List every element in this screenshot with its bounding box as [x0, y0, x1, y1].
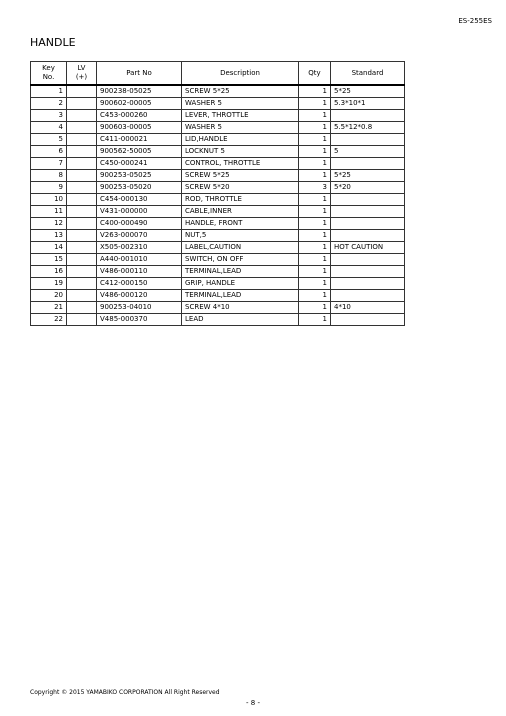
standard-cell: HOT CAUTION: [331, 242, 405, 254]
key-cell: 14: [31, 242, 67, 254]
lv-cell: [67, 254, 97, 266]
table-row: [31, 182, 405, 194]
standard-cell: 5*25: [331, 170, 405, 182]
description-cell: HANDLE, FRONT: [182, 218, 299, 230]
quantity-cell: 1: [299, 110, 331, 122]
key-cell: 21: [31, 302, 67, 314]
quantity-cell: 1: [299, 122, 331, 134]
standard-cell: 5.5*12*0.8: [331, 122, 405, 134]
description-cell: GRIP, HANDLE: [182, 278, 299, 290]
column-header-part-no: Part No: [97, 62, 182, 86]
column-header-key-line1: Key: [42, 64, 55, 72]
copyright-notice: Copyright © 2015 YAMABIKO CORPORATION All Right Reserved: [30, 689, 220, 696]
part-number-cell: 900238-05025: [97, 85, 182, 98]
table-row: [31, 290, 405, 302]
quantity-cell: 3: [299, 182, 331, 194]
quantity-cell: 1: [299, 194, 331, 206]
lv-cell: [67, 170, 97, 182]
lv-cell: [67, 242, 97, 254]
part-number-cell: C411-000021: [97, 134, 182, 146]
table-row: [31, 242, 405, 254]
key-cell: 9: [31, 182, 67, 194]
quantity-cell: 1: [299, 134, 331, 146]
part-number-cell: V263-000070: [97, 230, 182, 242]
description-cell: SCREW 5*25: [182, 85, 299, 98]
quantity-cell: 1: [299, 170, 331, 182]
table-row: [31, 314, 405, 326]
lv-cell: [67, 194, 97, 206]
lv-cell: [67, 122, 97, 134]
lv-cell: [67, 158, 97, 170]
quantity-cell: 1: [299, 242, 331, 254]
column-header-qty: Qty: [299, 62, 331, 86]
table-row: [31, 206, 405, 218]
description-cell: WASHER 5: [182, 98, 299, 110]
parts-table: [30, 61, 405, 326]
lv-cell: [67, 230, 97, 242]
quantity-cell: 1: [299, 218, 331, 230]
lv-cell: [67, 278, 97, 290]
description-cell: LOCKNUT 5: [182, 146, 299, 158]
table-row: [31, 170, 405, 182]
part-number-cell: C453-000260: [97, 110, 182, 122]
standard-cell: 4*10: [331, 302, 405, 314]
part-number-cell: 900253-05020: [97, 182, 182, 194]
table-row: [31, 158, 405, 170]
table-row: [31, 85, 405, 98]
part-number-cell: C454-000130: [97, 194, 182, 206]
column-header-description: Description: [182, 62, 299, 86]
page-number: - 8 -: [246, 699, 260, 707]
parts-table-body: [31, 85, 405, 326]
lv-cell: [67, 110, 97, 122]
part-number-cell: 900253-05025: [97, 170, 182, 182]
lv-cell: [67, 98, 97, 110]
quantity-cell: 1: [299, 98, 331, 110]
part-number-cell: 900562-50005: [97, 146, 182, 158]
description-cell: CONTROL, THROTTLE: [182, 158, 299, 170]
key-cell: 8: [31, 170, 67, 182]
key-cell: 15: [31, 254, 67, 266]
standard-cell: [331, 254, 405, 266]
description-cell: WASHER 5: [182, 122, 299, 134]
quantity-cell: 1: [299, 85, 331, 98]
quantity-cell: 1: [299, 230, 331, 242]
table-row: [31, 230, 405, 242]
description-cell: SWITCH, ON OFF: [182, 254, 299, 266]
standard-cell: [331, 134, 405, 146]
table-row: [31, 278, 405, 290]
table-row: [31, 110, 405, 122]
key-cell: 10: [31, 194, 67, 206]
standard-cell: 5*20: [331, 182, 405, 194]
column-header-key-line2: No.: [42, 73, 55, 81]
table-row: [31, 146, 405, 158]
column-header-lv-line2: (+): [75, 73, 88, 81]
key-cell: 19: [31, 278, 67, 290]
quantity-cell: 1: [299, 302, 331, 314]
description-cell: LABEL,CAUTION: [182, 242, 299, 254]
table-row: [31, 98, 405, 110]
key-cell: 5: [31, 134, 67, 146]
description-cell: TERMINAL,LEAD: [182, 266, 299, 278]
table-row: [31, 254, 405, 266]
column-header-standard: Standard: [331, 62, 405, 86]
table-row: [31, 302, 405, 314]
column-header-lv-line1: LV: [77, 64, 86, 72]
description-cell: SCREW 4*10: [182, 302, 299, 314]
part-number-cell: 900602-00005: [97, 98, 182, 110]
standard-cell: [331, 206, 405, 218]
part-number-cell: V431-000000: [97, 206, 182, 218]
part-number-cell: V486-000110: [97, 266, 182, 278]
standard-cell: [331, 266, 405, 278]
description-cell: SCREW 5*20: [182, 182, 299, 194]
quantity-cell: 1: [299, 278, 331, 290]
lv-cell: [67, 182, 97, 194]
key-cell: 13: [31, 230, 67, 242]
section-title: HANDLE: [30, 36, 76, 49]
standard-cell: 5: [331, 146, 405, 158]
key-cell: 16: [31, 266, 67, 278]
quantity-cell: 1: [299, 290, 331, 302]
lv-cell: [67, 290, 97, 302]
key-cell: 2: [31, 98, 67, 110]
part-number-cell: C412-000150: [97, 278, 182, 290]
table-row: [31, 134, 405, 146]
quantity-cell: 1: [299, 254, 331, 266]
description-cell: LID,HANDLE: [182, 134, 299, 146]
table-row: [31, 218, 405, 230]
lv-cell: [67, 266, 97, 278]
table-header-row: [31, 62, 405, 86]
table-row: [31, 266, 405, 278]
quantity-cell: 1: [299, 158, 331, 170]
model-number: ES-255ES: [458, 17, 492, 25]
table-row: [31, 122, 405, 134]
standard-cell: [331, 290, 405, 302]
description-cell: LEAD: [182, 314, 299, 326]
description-cell: LEVER, THROTTLE: [182, 110, 299, 122]
key-cell: 22: [31, 314, 67, 326]
key-cell: 6: [31, 146, 67, 158]
standard-cell: [331, 230, 405, 242]
lv-cell: [67, 206, 97, 218]
description-cell: NUT,5: [182, 230, 299, 242]
part-number-cell: 900253-04010: [97, 302, 182, 314]
quantity-cell: 1: [299, 266, 331, 278]
standard-cell: [331, 278, 405, 290]
part-number-cell: A440-001010: [97, 254, 182, 266]
part-number-cell: X505-002310: [97, 242, 182, 254]
lv-cell: [67, 314, 97, 326]
column-header-key: [31, 62, 67, 86]
lv-cell: [67, 134, 97, 146]
key-cell: 12: [31, 218, 67, 230]
part-number-cell: 900603-00005: [97, 122, 182, 134]
key-cell: 11: [31, 206, 67, 218]
part-number-cell: V486-000120: [97, 290, 182, 302]
column-header-lv: [67, 62, 97, 86]
standard-cell: [331, 314, 405, 326]
description-cell: SCREW 5*25: [182, 170, 299, 182]
part-number-cell: V485-000370: [97, 314, 182, 326]
standard-cell: [331, 110, 405, 122]
lv-cell: [67, 302, 97, 314]
key-cell: 4: [31, 122, 67, 134]
description-cell: TERMINAL,LEAD: [182, 290, 299, 302]
lv-cell: [67, 85, 97, 98]
standard-cell: [331, 158, 405, 170]
key-cell: 1: [31, 85, 67, 98]
lv-cell: [67, 218, 97, 230]
standard-cell: [331, 218, 405, 230]
quantity-cell: 1: [299, 314, 331, 326]
quantity-cell: 1: [299, 206, 331, 218]
standard-cell: 5.3*10*1: [331, 98, 405, 110]
lv-cell: [67, 146, 97, 158]
quantity-cell: 1: [299, 146, 331, 158]
description-cell: ROD, THROTTLE: [182, 194, 299, 206]
description-cell: CABLE,INNER: [182, 206, 299, 218]
key-cell: 3: [31, 110, 67, 122]
part-number-cell: C450-000241: [97, 158, 182, 170]
table-row: [31, 194, 405, 206]
standard-cell: [331, 194, 405, 206]
key-cell: 20: [31, 290, 67, 302]
key-cell: 7: [31, 158, 67, 170]
part-number-cell: C400-000490: [97, 218, 182, 230]
standard-cell: 5*25: [331, 85, 405, 98]
